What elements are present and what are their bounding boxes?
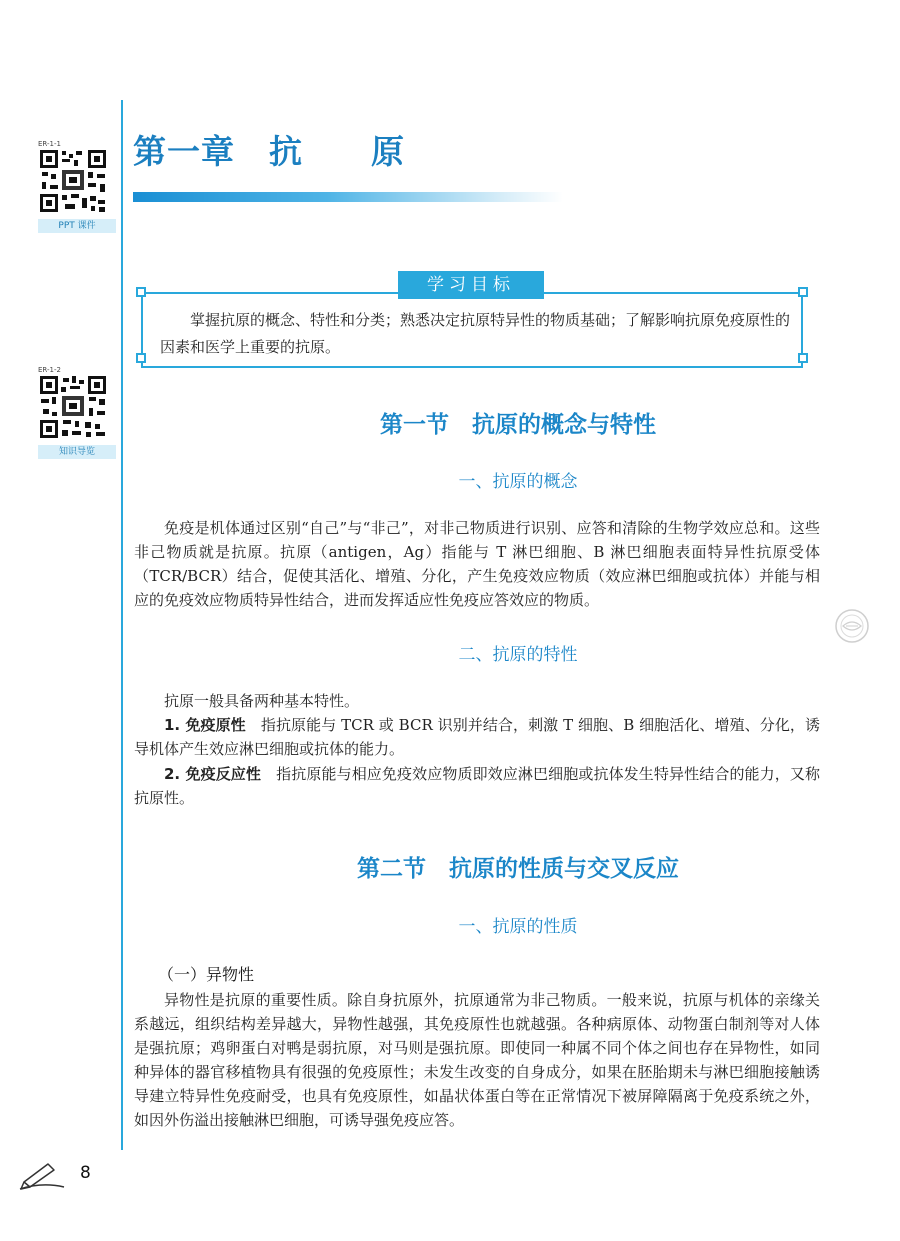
term-label: 1. 免疫原性 bbox=[164, 716, 246, 734]
term-label: 2. 免疫反应性 bbox=[164, 765, 262, 783]
section-title: 第二节 抗原的性质与交叉反应 bbox=[357, 856, 679, 882]
minor-heading: （一）异物性 bbox=[158, 965, 255, 984]
page-number: 8 bbox=[80, 1163, 91, 1183]
term-definition: 指抗原能与 TCR 或 BCR 识别并结合，刺激 T 细胞、B 细胞活化、增殖、分化，诱导机体产生效应淋巴细胞或抗体的能力。 bbox=[134, 716, 821, 758]
qr-label-knowledge: 知识导览 bbox=[38, 445, 116, 459]
qr-code-ppt[interactable] bbox=[38, 148, 108, 214]
qr-code-knowledge[interactable] bbox=[38, 374, 108, 440]
qr-code-id: ER-1-1 bbox=[38, 140, 61, 148]
margin-rule bbox=[121, 100, 123, 1150]
paragraph bbox=[134, 762, 820, 810]
subsection-title: 二、抗原的特性 bbox=[458, 645, 578, 665]
objectives-corner-ornament bbox=[798, 353, 808, 363]
paragraph: 异物性是抗原的重要性质。除自身抗原外，抗原通常为非己物质。一般来说，抗原与机体的亲缘关系越远，组织结构差异越大，异物性越强，其免疫原性也就越强。各种病原体、动物蛋白制剂等对人体是强抗原；鸡卵蛋白对鸭是弱抗原，对马则是强抗原。即使同一种属不同个体之间也存在异物性，如同种异体的器官移植物具有很强的免疫原性；未发生改变的自身成分，如果在胚胎期未与淋巴细胞接触诱导建立特异性免疫耐受，也具有免疫原性，如晶状体蛋白等在正常情况下被屏障隔离于免疫系统之外，如因外伤溢出接触淋巴细胞，可诱导强免疫应答。 bbox=[134, 991, 820, 1129]
objectives-corner-ornament bbox=[798, 287, 808, 297]
term-definition: 指抗原能与相应免疫效应物质即效应淋巴细胞或抗体发生特异性结合的能力，又称抗原性。 bbox=[134, 765, 820, 807]
chapter-title: 第一章 抗 原 bbox=[133, 132, 405, 171]
objectives-corner-ornament bbox=[136, 287, 146, 297]
objectives-corner-ornament bbox=[136, 353, 146, 363]
qr-code-id: ER-1-2 bbox=[38, 366, 61, 374]
objectives-text: 掌握抗原的概念、特性和分类；熟悉决定抗原特异性的物质基础；了解影响抗原免疫原性的因素和医学上重要的抗原。 bbox=[160, 311, 791, 356]
publisher-watermark-icon bbox=[834, 608, 870, 648]
section-title: 第一节 抗原的概念与特性 bbox=[380, 412, 656, 438]
paragraph: 免疫是机体通过区别“自己”与“非己”，对非己物质进行识别、应答和清除的生物学效应总和。这些非己物质就是抗原。抗原（antigen，Ag）指能与 T 淋巴细胞、B 淋巴细胞表面特异性抗原受体（TCR/BCR）结合，促使其活化、增殖、分化，产生免疫效应物质（效应淋巴细胞或抗体）并能与相应的免疫效应物质特异性结合，进而发挥适应性免疫应答效应的物质。 bbox=[134, 519, 820, 609]
qr-label-ppt: PPT 课件 bbox=[38, 219, 116, 233]
objectives-header: 学习目标 bbox=[398, 271, 544, 299]
paragraph bbox=[134, 713, 820, 761]
subsection-title: 一、抗原的概念 bbox=[458, 472, 578, 492]
subsection-title: 一、抗原的性质 bbox=[458, 917, 578, 937]
chapter-title-bar bbox=[133, 192, 563, 202]
paragraph: 抗原一般具备两种基本特性。 bbox=[164, 692, 360, 710]
pen-icon bbox=[18, 1160, 66, 1194]
